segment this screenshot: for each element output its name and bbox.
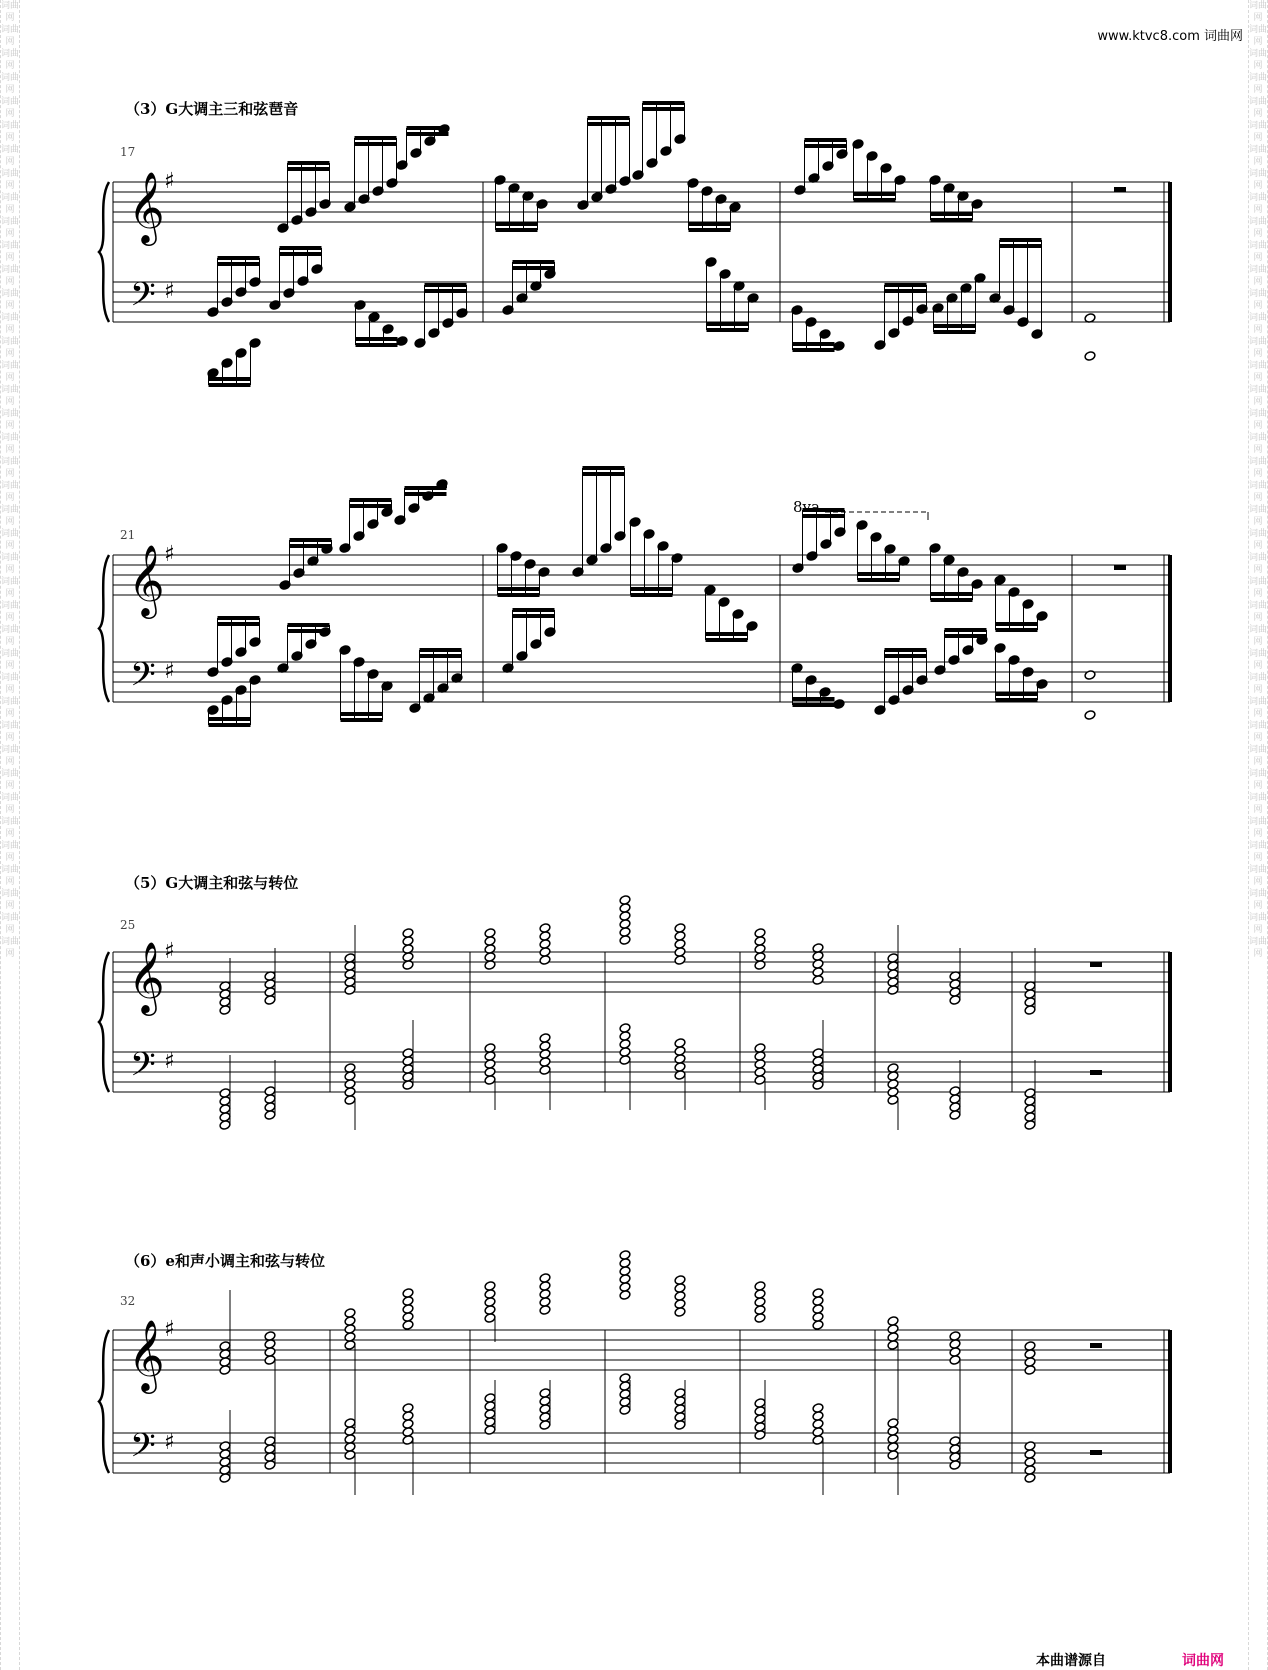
system-brace bbox=[99, 555, 109, 702]
left-watermark-strip: 词曲网 词曲网 词曲网 词曲网 词曲网 词曲网 词曲网 词曲网 词曲网 词曲网 词曲网 词曲网 词曲网 词曲网 词曲网 词曲网 词曲网 词曲网 词曲网 词曲网 词曲网 词曲网 词曲网 词曲网 词曲网 词曲网 词曲网 词曲网 词曲网 词曲网 词曲网 词曲网 词曲网 词曲网 词曲网 词曲网 词曲网 词曲网 词曲网 词曲网 bbox=[0, 0, 20, 1670]
system-brace bbox=[99, 182, 109, 322]
site-header: www.ktvc8.com 词曲网 bbox=[1097, 29, 1243, 44]
measure-number-21: 21 bbox=[120, 528, 136, 542]
whole-rest-icon bbox=[1114, 565, 1126, 570]
notehead bbox=[812, 1048, 824, 1059]
notehead bbox=[402, 1048, 414, 1059]
treble-clef-icon: 𝄞 bbox=[128, 1318, 165, 1391]
key-signature-sharp: ♯ bbox=[164, 1430, 175, 1455]
notehead bbox=[402, 1403, 414, 1414]
notehead bbox=[219, 1441, 231, 1452]
notehead bbox=[219, 1088, 231, 1099]
notehead bbox=[539, 923, 551, 934]
measure-number-25: 25 bbox=[120, 918, 136, 932]
footer-source-text: 本曲谱源自 bbox=[1036, 1653, 1106, 1669]
notehead bbox=[812, 1288, 824, 1299]
notehead bbox=[484, 928, 496, 939]
notehead bbox=[484, 1281, 496, 1292]
system-brace bbox=[99, 952, 109, 1092]
key-signature-sharp: ♯ bbox=[164, 169, 175, 194]
right-watermark-strip: 词曲网 词曲网 词曲网 词曲网 词曲网 词曲网 词曲网 词曲网 词曲网 词曲网 词曲网 词曲网 词曲网 词曲网 词曲网 词曲网 词曲网 词曲网 词曲网 词曲网 词曲网 词曲网 词曲网 词曲网 词曲网 词曲网 词曲网 词曲网 词曲网 词曲网 词曲网 词曲网 词曲网 词曲网 词曲网 词曲网 词曲网 词曲网 词曲网 词曲网 bbox=[1248, 0, 1268, 1670]
section-title-chords: （5）G大调主和弦与转位 bbox=[125, 874, 299, 892]
notehead bbox=[619, 1373, 631, 1384]
treble-clef-icon: 𝄞 bbox=[128, 940, 165, 1013]
notehead bbox=[539, 1273, 551, 1284]
whole-rest-icon bbox=[1114, 187, 1126, 192]
notehead bbox=[402, 1288, 414, 1299]
ottava-marking: 8va bbox=[793, 498, 820, 516]
notehead bbox=[402, 928, 414, 939]
bass-clef-icon: 𝄢 bbox=[130, 656, 156, 702]
notehead bbox=[1024, 1441, 1036, 1452]
notehead bbox=[1024, 1088, 1036, 1099]
bass-clef-icon: 𝄢 bbox=[130, 276, 156, 322]
notehead bbox=[1084, 710, 1096, 721]
notehead bbox=[887, 1418, 899, 1429]
footer-brand: 词曲网 bbox=[1182, 1653, 1224, 1669]
treble-clef-icon: 𝄞 bbox=[128, 543, 165, 616]
notehead bbox=[264, 1086, 276, 1097]
notehead bbox=[1084, 670, 1096, 681]
key-signature-sharp: ♯ bbox=[164, 1049, 175, 1074]
whole-rest-icon bbox=[1090, 1450, 1102, 1455]
key-signature-sharp: ♯ bbox=[164, 542, 175, 567]
notehead bbox=[344, 1308, 356, 1319]
notehead bbox=[484, 1393, 496, 1404]
notehead bbox=[539, 1388, 551, 1399]
whole-rest-icon bbox=[1090, 1070, 1102, 1075]
bass-clef-icon: 𝄢 bbox=[130, 1427, 156, 1473]
notehead bbox=[674, 923, 686, 934]
key-signature-sharp: ♯ bbox=[164, 659, 175, 684]
measure-number-32: 32 bbox=[120, 1294, 136, 1308]
notehead bbox=[619, 895, 631, 906]
notehead bbox=[619, 1250, 631, 1261]
notehead bbox=[754, 1398, 766, 1409]
notehead bbox=[887, 1316, 899, 1327]
measure-number-17: 17 bbox=[120, 145, 136, 159]
whole-rest-icon bbox=[1090, 1343, 1102, 1348]
notehead bbox=[264, 1436, 276, 1447]
notehead bbox=[344, 1418, 356, 1429]
notehead bbox=[539, 1033, 551, 1044]
key-signature-sharp: ♯ bbox=[164, 1317, 175, 1342]
section-title-arpeggio: （3）G大调主三和弦琶音 bbox=[125, 100, 299, 118]
key-signature-sharp: ♯ bbox=[164, 279, 175, 304]
notehead bbox=[754, 928, 766, 939]
treble-clef-icon: 𝄞 bbox=[128, 170, 165, 243]
system-brace bbox=[99, 1330, 109, 1473]
notehead bbox=[674, 1275, 686, 1286]
notehead bbox=[1084, 351, 1096, 362]
notehead bbox=[674, 1388, 686, 1399]
key-signature-sharp: ♯ bbox=[164, 939, 175, 964]
notehead bbox=[949, 1436, 961, 1447]
notehead bbox=[754, 1281, 766, 1292]
whole-rest-icon bbox=[1090, 962, 1102, 967]
notehead bbox=[812, 1403, 824, 1414]
notehead bbox=[949, 1086, 961, 1097]
bass-clef-icon: 𝄢 bbox=[130, 1046, 156, 1092]
notehead bbox=[619, 1023, 631, 1034]
notehead bbox=[674, 1038, 686, 1049]
section-title-minor-chords: （6）e和声小调主和弦与转位 bbox=[125, 1252, 325, 1270]
